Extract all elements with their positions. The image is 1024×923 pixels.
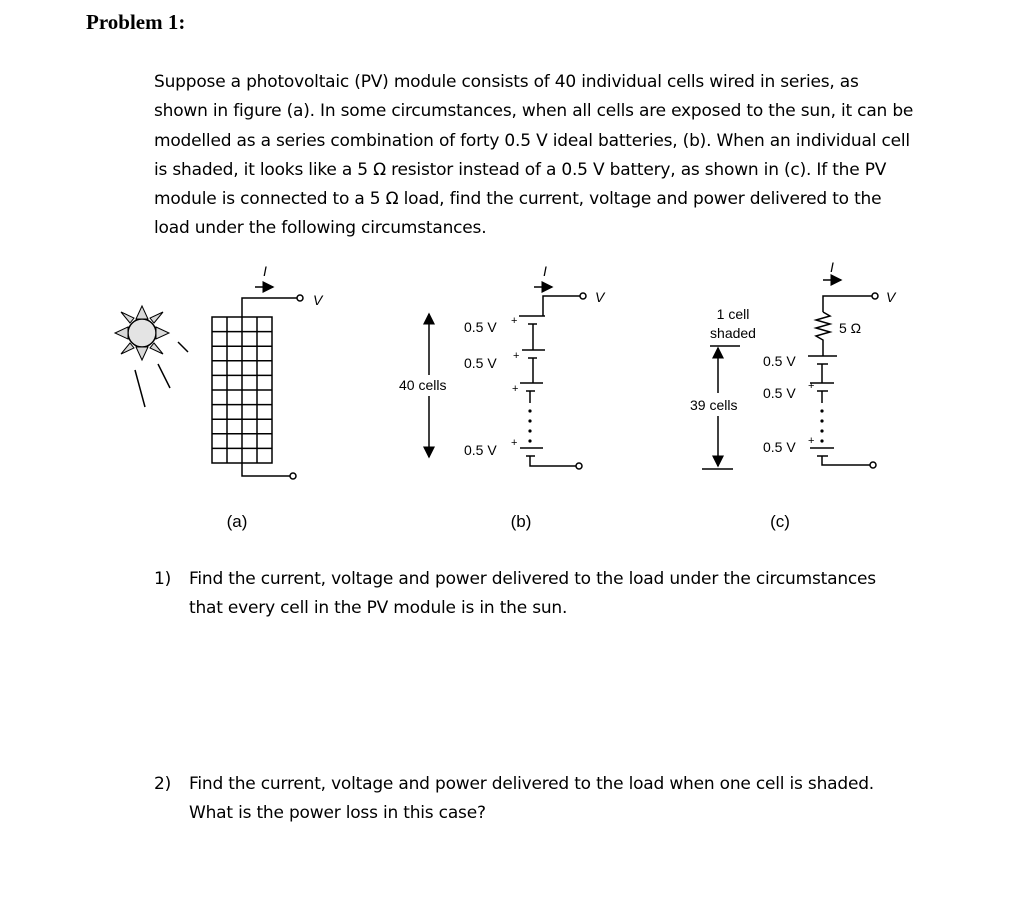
question-text: Find the current, voltage and power delivered to the load under the circumstances that every cell in the PV module is in the sun. [189, 569, 876, 619]
cell-voltage-label: 0.5 V [464, 442, 497, 458]
polarity-plus: + [808, 435, 815, 447]
problem-statement: Suppose a photovoltaic (PV) module consists of 40 individual cells wired in series, as shown in figure (a). In some circumstances, when all cells are exposed to the sun, it can be modelled as a series combination of forty 0.5 V ideal batteries, (b). When an individual cell is shaded, it looks like a 5 Ω resistor instead of a 0.5 V battery, as shown in (c). If the PV module is connected to a 5 Ω load, find the current, voltage and power delivered to the load under the following circumstances. [154, 72, 914, 239]
question-number: 1) [154, 569, 172, 589]
polarity-plus: + [513, 350, 520, 362]
polarity-plus: + [808, 380, 815, 392]
voltage-label: V [595, 289, 605, 305]
figure-label-a: (a) [226, 512, 248, 531]
battery-stack-b [519, 296, 580, 466]
resistor-label: 5 Ω [839, 320, 862, 336]
polarity-plus: + [511, 437, 518, 449]
voltage-label: V [313, 292, 323, 308]
shaded-label: shaded [710, 325, 756, 341]
question-2 [154, 770, 914, 829]
question-text: Find the current, voltage and power delivered to the load when one cell is shaded. What is the power loss in this case? [189, 774, 875, 824]
pv-module-panel [212, 298, 297, 476]
cell-voltage-label: 0.5 V [464, 319, 497, 335]
cell-voltage-label: 0.5 V [763, 385, 796, 401]
resistor-zigzag [816, 312, 830, 356]
question-number: 2) [154, 774, 172, 794]
current-label: I [263, 263, 267, 279]
current-label: I [543, 263, 547, 279]
cell-voltage-label: 0.5 V [763, 439, 796, 455]
pv-figure [0, 250, 1024, 540]
problem-title: Problem 1: [86, 10, 186, 34]
voltage-label: V [886, 289, 896, 305]
sun-icon [115, 306, 188, 407]
question-1 [154, 565, 914, 624]
polarity-plus: + [512, 383, 519, 395]
figure-label-c: (c) [770, 512, 790, 531]
figure-label-b: (b) [510, 512, 532, 531]
cell-count-label: 40 cells [399, 377, 447, 393]
shaded-label: 1 cell [716, 306, 750, 322]
continuation-dots [528, 409, 823, 442]
cell-voltage-label: 0.5 V [763, 353, 796, 369]
polarity-plus: + [511, 315, 518, 327]
cell-count-label: 39 cells [690, 397, 738, 413]
cell-voltage-label: 0.5 V [464, 355, 497, 371]
current-label: I [830, 259, 834, 275]
